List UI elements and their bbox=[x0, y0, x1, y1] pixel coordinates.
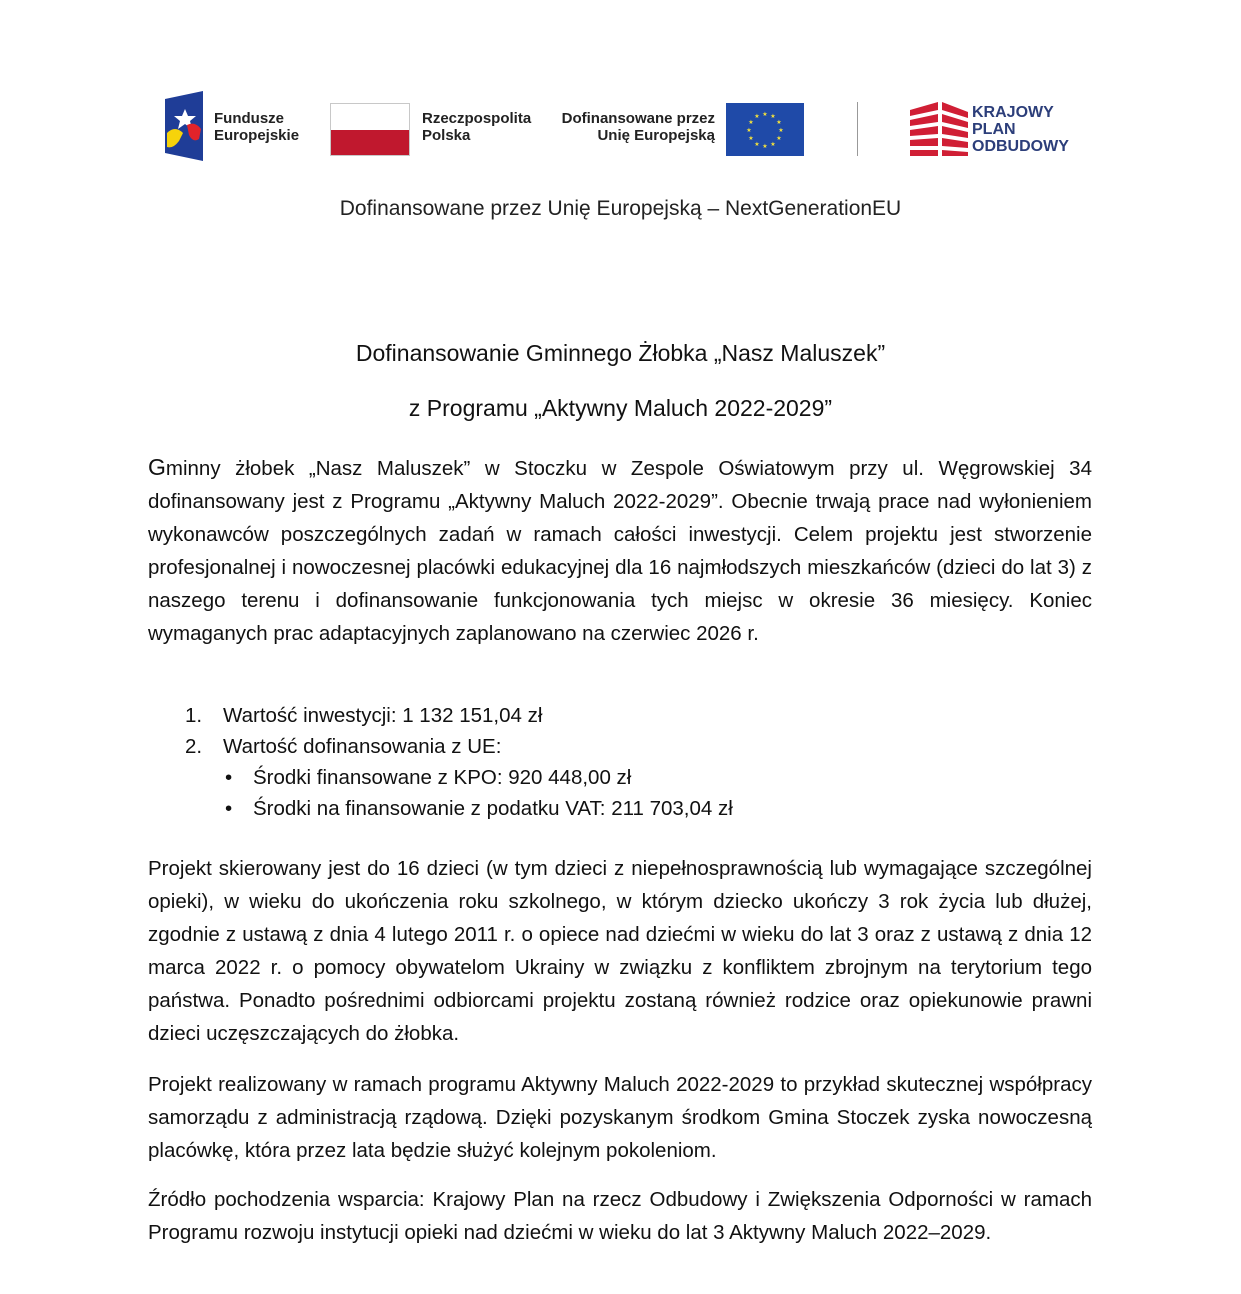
nextgenerationeu-tagline: Dofinansowane przez Unię Europejską – NextGenerationEU bbox=[339, 197, 902, 220]
logo-bar bbox=[160, 88, 1080, 168]
svg-text:★: ★ bbox=[762, 143, 768, 150]
svg-text:★: ★ bbox=[776, 119, 782, 126]
eu-cofinanced-text: Dofinansowane przez Unię Europejską bbox=[561, 110, 715, 144]
svg-text:★: ★ bbox=[748, 135, 754, 142]
kpo-text: KRAJOWY PLAN ODBUDOWY bbox=[972, 104, 1069, 155]
funding-list bbox=[185, 700, 733, 824]
svg-text:★: ★ bbox=[754, 141, 760, 148]
logo-separator bbox=[857, 102, 858, 156]
drop-letter: G bbox=[148, 454, 166, 480]
bullet-icon: • bbox=[225, 766, 233, 789]
svg-text:★: ★ bbox=[748, 119, 754, 126]
svg-text:★: ★ bbox=[746, 127, 752, 134]
eu-flag-icon bbox=[726, 103, 804, 156]
fundusze-europejskie-text: Fundusze Europejskie bbox=[214, 110, 300, 144]
fundusze-europejskie-logo-icon bbox=[165, 91, 203, 161]
cooperation-paragraph: Projekt realizowany w ramach programu Aktywny Maluch 2022-2029 to przykład skutecznej współpracy samorządu z administracją rządową. Dzięki pozyskanym środkom Gmina Stoczek zyska nowoczesną placówkę, która przez lata będzie służyć kolejnym pokoleniom. bbox=[148, 1073, 1092, 1162]
funding-source-paragraph: Źródło pochodzenia wsparcia: Krajowy Plan na rzecz Odbudowy i Zwiększenia Odporności w ramach Programu rozwoju instytucji opieki nad dziećmi w wieku do lat 3 Aktywny Maluch 2022–2029. bbox=[148, 1188, 1092, 1244]
sub-list-item: • Środki finansowane z KPO: 920 448,00 zł bbox=[185, 762, 733, 793]
list-item: 1. Wartość inwestycji: 1 132 151,04 zł bbox=[185, 704, 543, 727]
svg-text:★: ★ bbox=[778, 127, 784, 134]
rzeczpospolita-polska-text: Rzeczpospolita Polska bbox=[422, 110, 532, 144]
svg-text:★: ★ bbox=[770, 113, 776, 120]
sub-list-item: • Środki na finansowanie z podatku VAT: 211 703,04 zł bbox=[185, 793, 733, 824]
intro-paragraph: Gminny żłobek „Nasz Maluszek” w Stoczku w Zespole Oświatowym przy ul. Węgrowskiej 34 dofinansowany jest z Programu „Aktywny Maluch 2022-2029”. Obecnie trwają prace nad wyłonieniem wykonawców poszczególnych zadań w ramach całości inwestycji. Celem projektu jest stworzenie profesjonalnej i nowoczesnej placówki edukacyjnej dla 16 najmłodszych mieszkańców (dzieci do lat 3) z naszego terenu i dofinansowanie funkcjonowania tych miejsc w okresie 36 miesięcy. Koniec wymaganych prac adaptacyjnych zaplanowano na czerwiec 2026 r. bbox=[148, 454, 1092, 645]
svg-text:★: ★ bbox=[754, 113, 760, 120]
bullet-icon: • bbox=[225, 797, 233, 820]
kpo-logo-icon bbox=[910, 100, 970, 158]
svg-text:★: ★ bbox=[776, 135, 782, 142]
svg-text:★: ★ bbox=[762, 111, 768, 118]
document-title: Dofinansowanie Gminnego Żłobka „Nasz Maluszek” bbox=[355, 340, 886, 366]
list-item: 2. Wartość dofinansowania z UE: bbox=[185, 735, 502, 758]
svg-text:★: ★ bbox=[770, 141, 776, 148]
target-group-paragraph: Projekt skierowany jest do 16 dzieci (w tym dzieci z niepełnosprawnością lub wymagające szczególnej opieki), w wieku do ukończenia roku szkolnego, w którym dziecko ukończy 3 rok życia lub dłużej, zgodnie z ustawą z dnia 4 lutego 2011 r. o opiece nad dziećmi w wieku do lat 3 oraz z ustawą z dnia 12 marca 2022 r. o pomocy obywatelom Ukrainy w związku z konfliktem zbrojnym na terytorium tego państwa. Ponadto pośrednimi odbiorcami projektu zostaną również rodzice oraz opiekunowie prawni dzieci uczęszczających do żłobka. bbox=[148, 857, 1092, 1045]
document-subtitle: z Programu „Aktywny Maluch 2022-2029” bbox=[408, 395, 833, 421]
polish-flag-icon bbox=[330, 103, 410, 156]
